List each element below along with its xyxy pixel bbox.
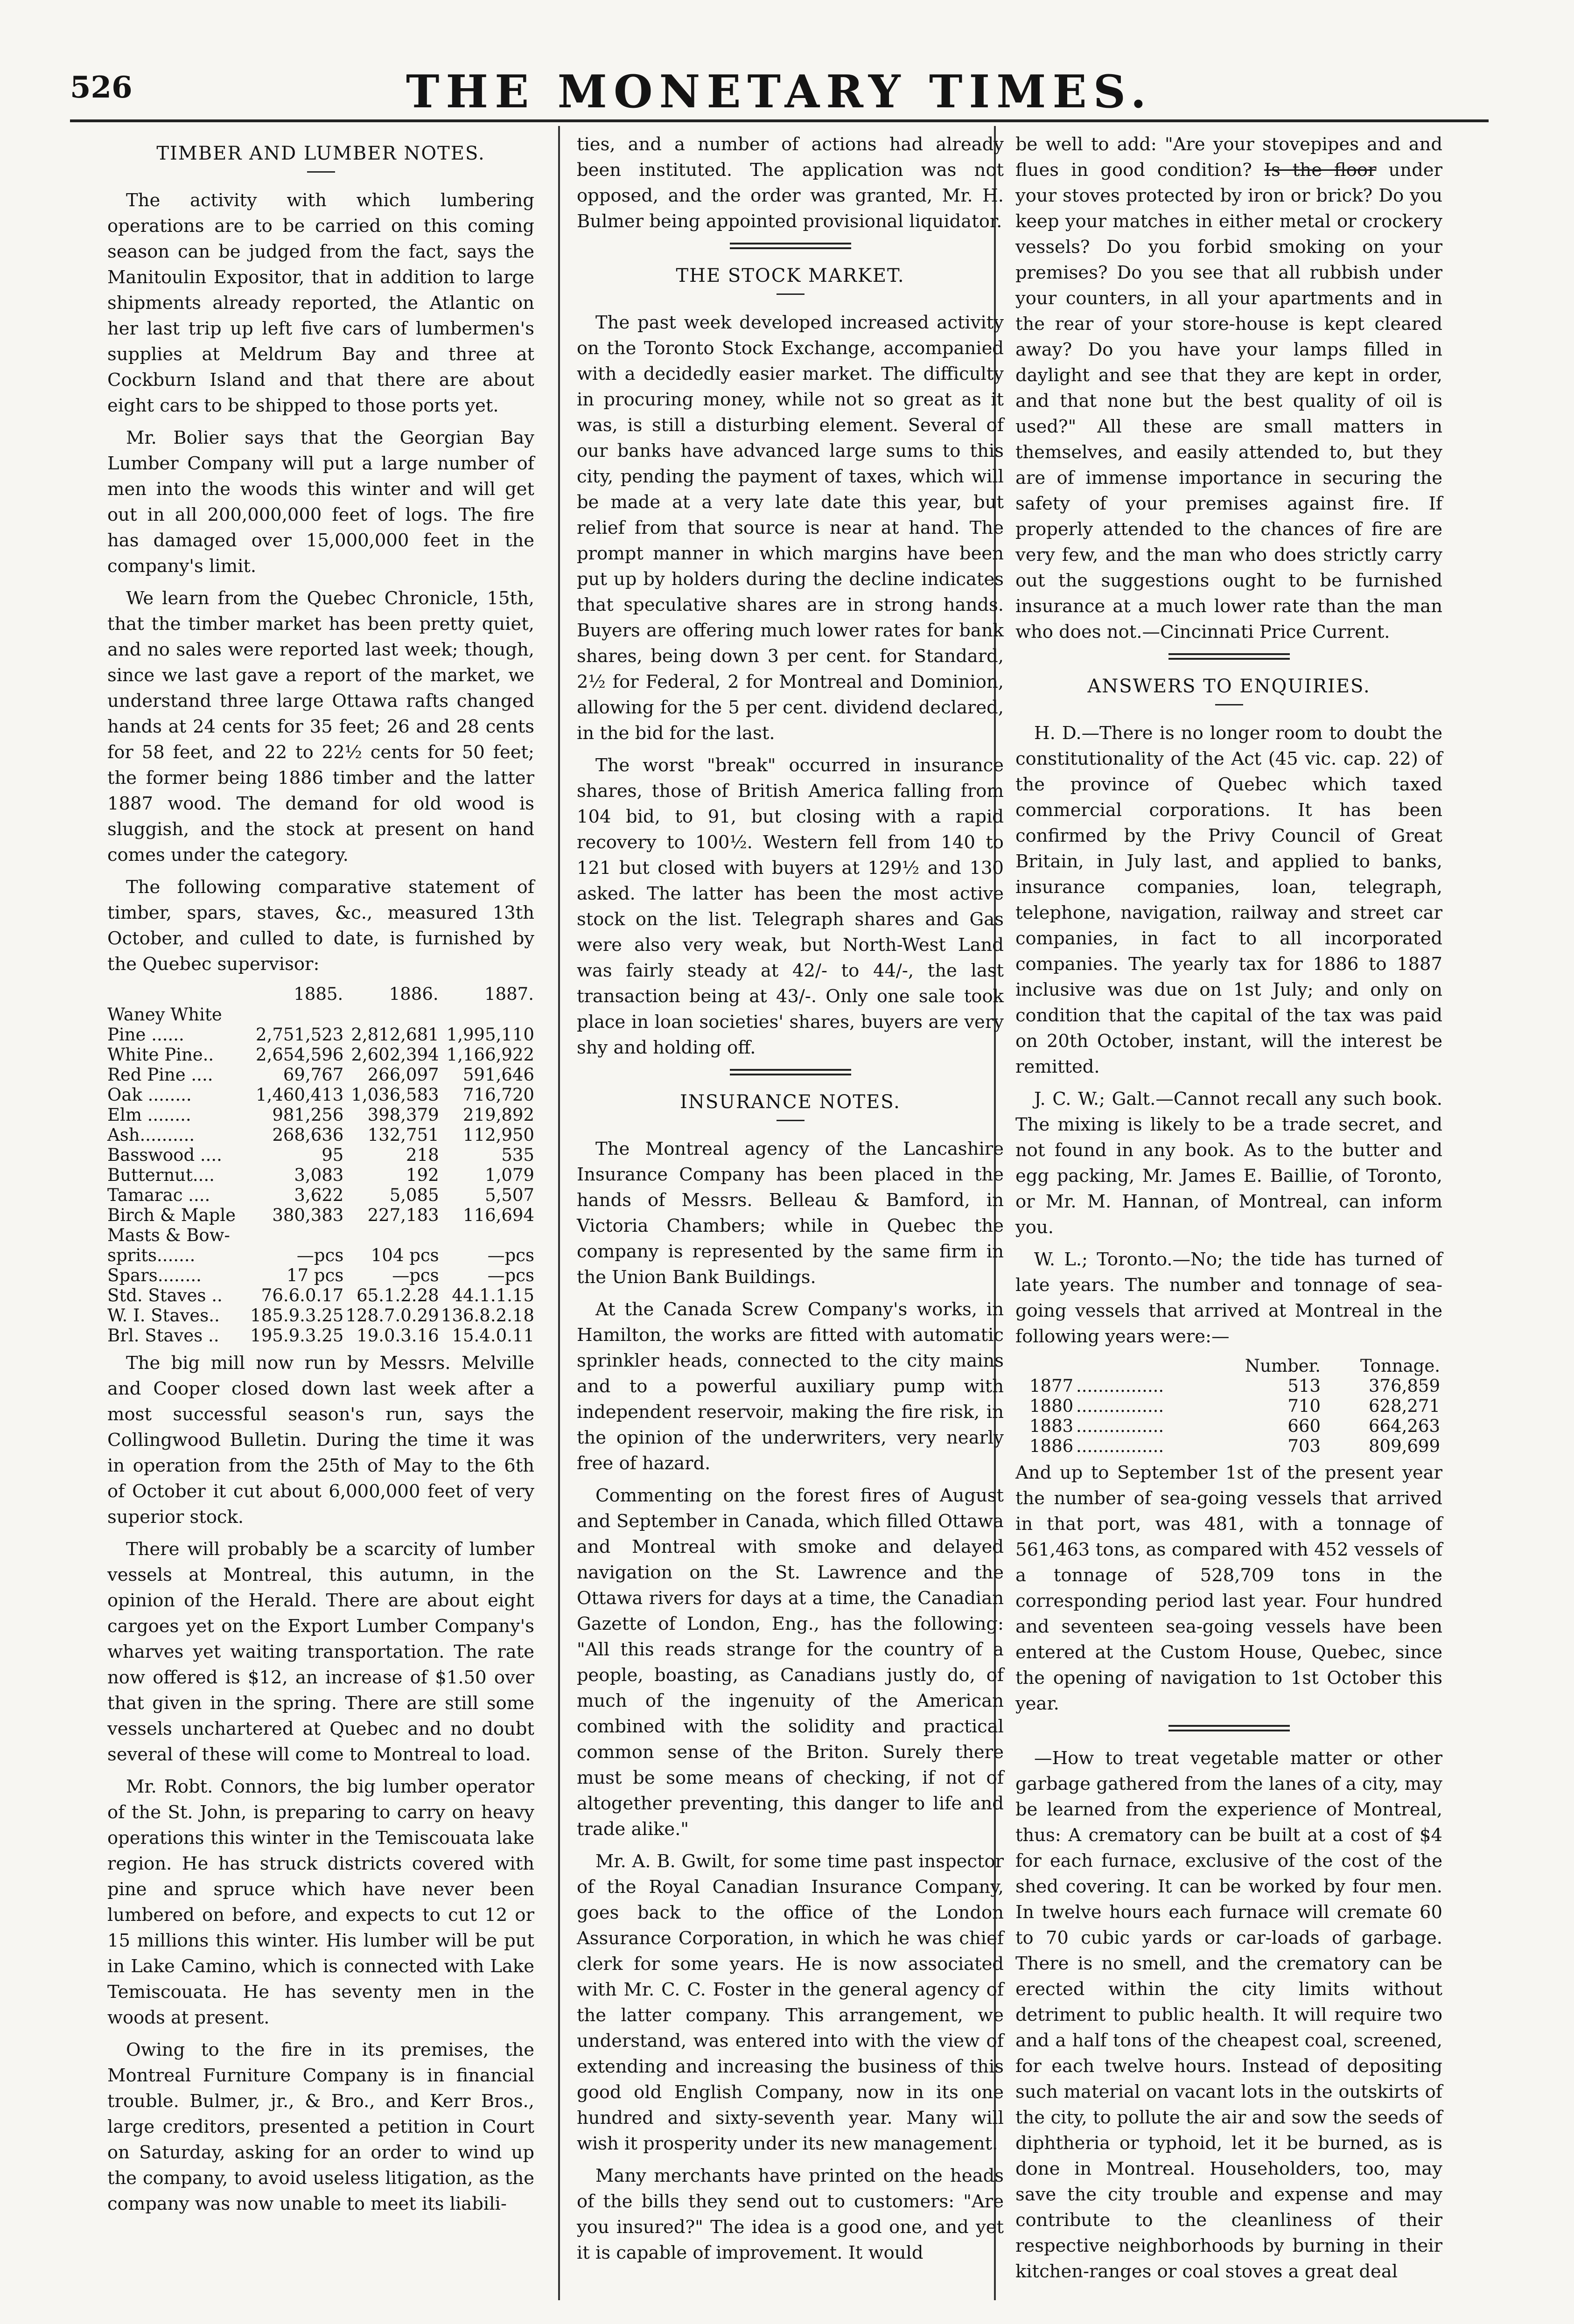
paragraph: Mr. Robt. Connors, the big lumber operator of the St. John, is preparing to carry on heavy operations this winter in the Temiscouata lake region. He has struck districts covered with pine and spruce which have never been lumbered on before, and expects to cut 12 or 15 millions this winter. His lumber will be put in Lake Camino, which is connected with Lake Temiscouata. He has seventy men in the woods at present. bbox=[107, 1776, 534, 2028]
column-2 bbox=[577, 132, 1004, 2272]
row-label: 1883 bbox=[1029, 1416, 1074, 1436]
lumber-statement-table bbox=[107, 984, 534, 1346]
table-cell bbox=[248, 1225, 343, 1245]
row-label: sprits....... bbox=[107, 1245, 196, 1265]
section-divider bbox=[730, 1069, 851, 1075]
section-divider bbox=[1168, 653, 1290, 660]
table-cell: 1,036,583 bbox=[351, 1085, 439, 1105]
row-label: Red Pine .... bbox=[107, 1065, 213, 1085]
row-label: Elm ........ bbox=[107, 1105, 191, 1125]
table-row bbox=[1029, 1416, 1440, 1436]
paragraph: H. D.—There is no longer room to doubt the constitutionality of the Act (45 vic. cap. 22) of the province of Quebec which taxed commercial corporations. It has been confirmed by the Privy Council of Great Britain, in July last, and applied to banks, insurance companies, loan, telegraph, telephone, navigation, railway and street car companies, in fact to all incorporated companies. The yearly tax for 1886 to 1887 inclusive was due on 1st July; and only on condition that the capital of the tax was paid on 20th October, instant, will the interest be remitted. bbox=[1015, 723, 1442, 1077]
section-heading-stock: THE STOCK MARKET. bbox=[676, 265, 905, 286]
paragraph: Commenting on the forest fires of August and September in Canada, which filled Ottawa and Montreal with smoke and delayed navigation on the St. Lawrence and the Ottawa rivers for days at a time, the Canadian Gazette of London, Eng., has the following: "All this reads strange for the country of a people, boasting, as Canadians justly do, of much of the ingenuity of the American combined with the solidity and practical common sense of the Briton. Surely there must be some means of checking, if not of altogether preventing, this danger to life and trade alike." bbox=[577, 1485, 1004, 1840]
table-cell: 981,256 bbox=[272, 1105, 344, 1125]
table-row bbox=[107, 1245, 534, 1265]
table-row bbox=[107, 1065, 534, 1085]
table-cell: 2,751,523 bbox=[256, 1025, 344, 1045]
page-number: 526 bbox=[70, 70, 133, 105]
table-cell: 116,694 bbox=[462, 1205, 534, 1225]
paragraph: There will probably be a scarcity of lumber vessels at Montreal, this autumn, in the opinion of the Herald. There are about eight cargoes yet on the Export Lumber Company's wharves yet waiting transportation. The rate now offered is $12, an increase of $1.50 over that given in the spring. There are still some vessels unchartered at Quebec and no doubt several of these will come to Montreal to load. bbox=[107, 1539, 534, 1765]
paragraph: And up to September 1st of the present year the number of sea-going vessels that arrived in that port, was 481, with a tonnage of 561,463 tons, as compared with 452 vessels of a tonnage of 528,709 tons in the corresponding period last year. Four hundred and seventeen sea-going vessels have been entered at the Custom House, Quebec, since the opening of navigation to 1st October this year. bbox=[1015, 1462, 1442, 1714]
paragraph: At the Canada Screw Company's works, in Hamilton, the works are fitted with automatic sprinkler heads, connected to the city mains and to a powerful auxiliary pump with independent reservoir, making the fire risk, in the opinion of the underwriters, very nearly free of hazard. bbox=[577, 1299, 1004, 1474]
row-label: Butternut.... bbox=[107, 1165, 215, 1185]
paragraph: Mr. A. B. Gwilt, for some time past inspector of the Royal Canadian Insurance Company, goes back to the office of the London Assurance Corporation, in which he was chief clerk for some years. He is now associated with Mr. C. C. Foster in the general agency of the latter company. This arrangement, we understand, was entered into with the view of extending and increasing the business of this good old English Company, now in its one hundred and sixty-seventh year. Many will wish it prosperity under its new management. bbox=[577, 1851, 1004, 2154]
table-cell bbox=[343, 1225, 439, 1245]
leader-dots: ................ bbox=[1076, 1376, 1164, 1396]
table-cell: 5,085 bbox=[389, 1185, 439, 1205]
row-label: Brl. Staves .. bbox=[107, 1326, 219, 1346]
table-cell: 227,183 bbox=[367, 1205, 439, 1225]
table-row bbox=[107, 1005, 534, 1025]
table-cell bbox=[343, 1005, 439, 1025]
column-header: Tonnage. bbox=[1360, 1356, 1440, 1376]
table-cell: 76.6.0.17 bbox=[261, 1285, 344, 1305]
column-3 bbox=[1015, 132, 1442, 2291]
table-cell: 266,097 bbox=[367, 1065, 439, 1085]
column-header: 1885. bbox=[294, 984, 343, 1004]
row-label: Basswood .... bbox=[107, 1145, 222, 1165]
table-cell: 703 bbox=[1287, 1436, 1321, 1456]
table-cell: 128.7.0.29 bbox=[345, 1305, 439, 1326]
heading-rule bbox=[777, 293, 804, 295]
row-label: Oak ........ bbox=[107, 1085, 192, 1105]
table-cell: 1,166,922 bbox=[446, 1045, 534, 1065]
table-cell: 65.1.2.28 bbox=[357, 1285, 439, 1305]
struck-text: Is the floor bbox=[1264, 160, 1377, 181]
section-heading-answers: ANSWERS TO ENQUIRIES. bbox=[1087, 676, 1371, 697]
table-cell: 809,699 bbox=[1368, 1436, 1440, 1456]
table-cell bbox=[439, 1005, 534, 1025]
column-1 bbox=[107, 132, 534, 2223]
table-cell: 710 bbox=[1287, 1396, 1321, 1416]
table-row bbox=[107, 1145, 534, 1165]
leader-dots: ................ bbox=[1076, 1436, 1164, 1456]
row-label: Ash.......... bbox=[107, 1125, 195, 1145]
vessels-table bbox=[1029, 1356, 1440, 1456]
table-row bbox=[107, 1045, 534, 1065]
heading-rule bbox=[777, 1120, 804, 1121]
paragraph: The following comparative statement of timber, spars, staves, &c., measured 13th October, and culled to date, is furnished by the Quebec supervisor: bbox=[107, 877, 534, 975]
paragraph: The worst "break" occurred in insurance shares, those of British America falling from 104 bid, to 91, but closing with a rapid recovery to 100½. Western fell from 140 to 121 but closed with buyers at 129½ and 130 asked. The latter has been the most active stock on the list. Telegraph shares and Gas were also very weak, but North-West Land was fairly steady at 42/- to 44/-, the last transaction being at 43/-. Only one sale took place in loan societies' shares, buyers are very shy and holding off. bbox=[577, 755, 1004, 1058]
table-cell: 660 bbox=[1287, 1416, 1321, 1436]
table-cell: 716,720 bbox=[462, 1085, 534, 1105]
table-cell: 268,636 bbox=[272, 1125, 344, 1145]
table-cell: 5,507 bbox=[485, 1185, 534, 1205]
table-cell: 628,271 bbox=[1368, 1396, 1440, 1416]
table-cell: 192 bbox=[406, 1165, 439, 1185]
paragraph: Owing to the fire in its premises, the Montreal Furniture Company is in financial trouble. Bulmer, jr., & Bro., and Kerr Bros., large creditors, presented a petition in Court on Saturday, asking for an order to wind up the company, to avoid useless litigation, as the company was now unable to meet its liabili- bbox=[107, 2039, 534, 2214]
table-cell: 513 bbox=[1287, 1376, 1321, 1396]
table-cell: 112,950 bbox=[462, 1125, 534, 1145]
table-row bbox=[1029, 1396, 1440, 1416]
row-label: Std. Staves .. bbox=[107, 1285, 223, 1305]
table-cell: 591,646 bbox=[462, 1065, 534, 1085]
row-label: White Pine.. bbox=[107, 1045, 214, 1065]
row-label: 1880 bbox=[1029, 1396, 1074, 1416]
heading-rule bbox=[307, 171, 335, 173]
table-row bbox=[107, 1085, 534, 1105]
paragraph: —How to treat vegetable matter or other garbage gathered from the lanes of a city, may be learned from the experience of Montreal, thus: A crematory can be built at a cost of $4 for each furnace, exclusive of the cost of the shed covering. It can be worked by four men. In twelve hours each furnace will cremate 60 to 70 cubic yards or car-loads of garbage. There is no smell, and the crematory can be erected within the city limits without detriment to public health. It will require two and a half tons of the cheapest coal, screened, for each twelve hours. Instead of depositing such material on vacant lots in the outskirts of the city, to pollute the air and sow the seeds of diphtheria or typhoid, let it be burned, as is done in Montreal. Householders, too, may save the city trouble and expense and may contribute to the cleanliness of their respective neighborhoods by burning in their kitchen-ranges or coal stoves a great deal bbox=[1015, 1748, 1442, 2282]
table-cell: —pcs bbox=[487, 1245, 534, 1265]
table-cell: 2,812,681 bbox=[351, 1025, 439, 1045]
table-cell: 1,995,110 bbox=[446, 1025, 534, 1045]
paragraph: ties, and a number of actions had already been instituted. The application was not opposed, and the order was granted, Mr. H. Bulmer being appointed provisional liquidator. bbox=[577, 134, 1004, 232]
masthead-title: THE MONETARY TIMES. bbox=[406, 65, 1153, 118]
paragraph: The past week developed increased activity on the Toronto Stock Exchange, accompanied with a decidedly easier market. The difficulty in procuring money, while not so great as it was, is still a disturbing element. Several of our banks have advanced large sums to this city, pending the payment of taxes, which will be made at a very late date this year, but relief from that source is near at hand. The prompt manner in which margins have been put up by holders during the decline indicates that speculative shares are in strong hands. Buyers are offering much lower rates for bank shares, being down 3 per cent. for Standard, 2½ for Federal, 2 for Montreal and Dominion, allowing for the 5 per cent. dividend declared, in the bid for the last. bbox=[577, 312, 1004, 744]
table-row bbox=[107, 1205, 534, 1225]
column-header: 1886. bbox=[389, 984, 439, 1004]
table-cell: 69,767 bbox=[283, 1065, 344, 1085]
table-row bbox=[107, 1265, 534, 1285]
table-cell: 398,379 bbox=[367, 1105, 439, 1125]
table-header-row bbox=[107, 984, 534, 1005]
section-divider bbox=[1168, 1725, 1290, 1731]
table-cell: 535 bbox=[501, 1145, 534, 1165]
table-cell: 2,654,596 bbox=[256, 1045, 344, 1065]
table-cell: 19.0.3.16 bbox=[357, 1326, 439, 1346]
table-header-row bbox=[1029, 1356, 1440, 1376]
table-cell: 185.9.3.25 bbox=[250, 1305, 344, 1326]
table-row bbox=[107, 1165, 534, 1185]
row-label: Pine ...... bbox=[107, 1025, 184, 1045]
table-cell: 1,460,413 bbox=[256, 1085, 344, 1105]
row-label: 1886 bbox=[1029, 1436, 1074, 1456]
table-cell: 195.9.3.25 bbox=[250, 1326, 344, 1346]
section-divider bbox=[730, 243, 851, 249]
paragraph: J. C. W.; Galt.—Cannot recall any such book. The mixing is likely to be a trade secret, and not found in any book. As to the butter and egg packing, Mr. James E. Baillie, of Toronto, or Mr. M. Hannan, of Montreal, can inform you. bbox=[1015, 1089, 1442, 1238]
table-row bbox=[107, 1305, 534, 1326]
section-heading-insurance: INSURANCE NOTES. bbox=[680, 1091, 901, 1113]
table-cell: 376,859 bbox=[1368, 1376, 1440, 1396]
row-label: Waney White bbox=[107, 1005, 222, 1025]
column-header: 1887. bbox=[484, 984, 534, 1004]
table-cell: 136.8.2.18 bbox=[441, 1305, 534, 1326]
column-divider bbox=[558, 126, 560, 2300]
text-run: be well to add: "Are your stovepipes and and flues in good condition? bbox=[1015, 134, 1442, 181]
paragraph bbox=[1015, 132, 1442, 645]
paragraph: The activity with which lumbering operations are to be carried on this coming season can be judged from the fact, says the Manitoulin Expositor, that in addition to large shipments already reported, the Atlantic on her last trip up left five cars of lumbermen's supplies at Meldrum Bay and three at Cockburn Island and that there are about eight cars to be shipped to those ports yet. bbox=[107, 190, 534, 416]
table-row bbox=[107, 1185, 534, 1205]
paragraph: W. L.; Toronto.—No; the tide has turned of late years. The number and tonnage of sea-going vessels that arrived at Montreal in the following years were:— bbox=[1015, 1249, 1442, 1347]
table-cell: 219,892 bbox=[462, 1105, 534, 1125]
leader-dots: ................ bbox=[1076, 1416, 1164, 1436]
paragraph: The big mill now run by Messrs. Melville and Cooper closed down last week after a most successful season's run, says the Collingwood Bulletin. During the time it was in operation from the 25th of May to the 6th of October it cut about 6,000,000 feet of very superior stock. bbox=[107, 1353, 534, 1528]
table-cell: 3,622 bbox=[294, 1185, 344, 1205]
page-header bbox=[70, 65, 1489, 121]
table-cell: 664,263 bbox=[1368, 1416, 1440, 1436]
table-row bbox=[107, 1285, 534, 1305]
table-row bbox=[107, 1326, 534, 1346]
table-row bbox=[107, 1125, 534, 1145]
row-label: Birch & Maple bbox=[107, 1205, 236, 1225]
table-cell: 15.4.0.11 bbox=[452, 1326, 534, 1346]
table-row bbox=[107, 1225, 534, 1245]
text-run: under your stoves protected by iron or brick? Do you keep your matches in either metal or crockery vessels? Do you forbid smoking on your premises? Do you see that all rubbish under your counters, in all your apartments and in the rear of your store-house is kept cleared away? Do you have your lamps filled in daylight and see that they are kept in order, and that none but the best quality of oil is used?" All these are small matters in themselves, and easily attended to, but they are of immense importance in securing the safety of your premises against fire. If properly attended to the chances of fire are very few, and the man who does strictly carry out the suggestions ought to be furnished insurance at a much lower rate than the man who does not.—Cincinnati Price Current. bbox=[1015, 160, 1442, 642]
table-cell: 17 pcs bbox=[287, 1265, 344, 1285]
leader-dots: ................ bbox=[1076, 1396, 1164, 1416]
table-cell: 218 bbox=[406, 1145, 439, 1165]
column-header: Number. bbox=[1245, 1356, 1321, 1376]
table-cell: 132,751 bbox=[367, 1125, 439, 1145]
table-row bbox=[107, 1025, 534, 1045]
table-cell: 3,083 bbox=[294, 1165, 344, 1185]
table-cell: 44.1.1.15 bbox=[452, 1285, 534, 1305]
row-label: Spars........ bbox=[107, 1265, 202, 1285]
table-cell: —pcs bbox=[392, 1265, 439, 1285]
row-label: 1877 bbox=[1029, 1376, 1074, 1396]
row-label: Masts & Bow- bbox=[107, 1225, 230, 1245]
table-cell: 380,383 bbox=[272, 1205, 344, 1225]
table-cell: —pcs bbox=[487, 1265, 534, 1285]
table-cell: 2,602,394 bbox=[351, 1045, 439, 1065]
paragraph: Mr. Bolier says that the Georgian Bay Lumber Company will put a large number of men into the woods this winter and will get out in all 200,000,000 feet of logs. The fire has damaged over 15,000,000 feet in the company's limit. bbox=[107, 427, 534, 577]
section-heading-timber: TIMBER AND LUMBER NOTES. bbox=[156, 143, 485, 164]
row-label: Tamarac .... bbox=[107, 1185, 210, 1205]
heading-rule bbox=[1215, 704, 1243, 705]
table-row bbox=[107, 1105, 534, 1125]
paragraph: We learn from the Quebec Chronicle, 15th, that the timber market has been pretty quiet, and no sales were reported last week; though, since we last gave a report of the market, we understand three large Ottawa rafts changed hands at 24 cents for 35 feet; 26 and 28 cents for 58 feet, and 22 to 22½ cents for 50 feet; the former being 1886 timber and the latter 1887 wood. The demand for old wood is sluggish, and the stock at present on hand comes under the category. bbox=[107, 588, 534, 865]
header-rule bbox=[70, 119, 1489, 122]
row-label: W. I. Staves.. bbox=[107, 1305, 220, 1326]
table-cell: 104 pcs bbox=[371, 1245, 439, 1265]
table-cell: 1,079 bbox=[485, 1165, 534, 1185]
table-row bbox=[1029, 1376, 1440, 1396]
table-row bbox=[1029, 1436, 1440, 1456]
table-cell bbox=[248, 1005, 343, 1025]
paragraph: Many merchants have printed on the heads of the bills they send out to customers: "Are you insured?" The idea is a good one, and yet it is capable of improvement. It would bbox=[577, 2165, 1004, 2263]
table-cell: —pcs bbox=[296, 1245, 344, 1265]
table-cell: 95 bbox=[322, 1145, 344, 1165]
table-cell bbox=[439, 1225, 534, 1245]
paragraph: The Montreal agency of the Lancashire Insurance Company has been placed in the hands of Messrs. Belleau & Bamford, in Victoria Chambers; while in Quebec the company is represented by the same firm in the Union Bank Buildings. bbox=[577, 1138, 1004, 1288]
